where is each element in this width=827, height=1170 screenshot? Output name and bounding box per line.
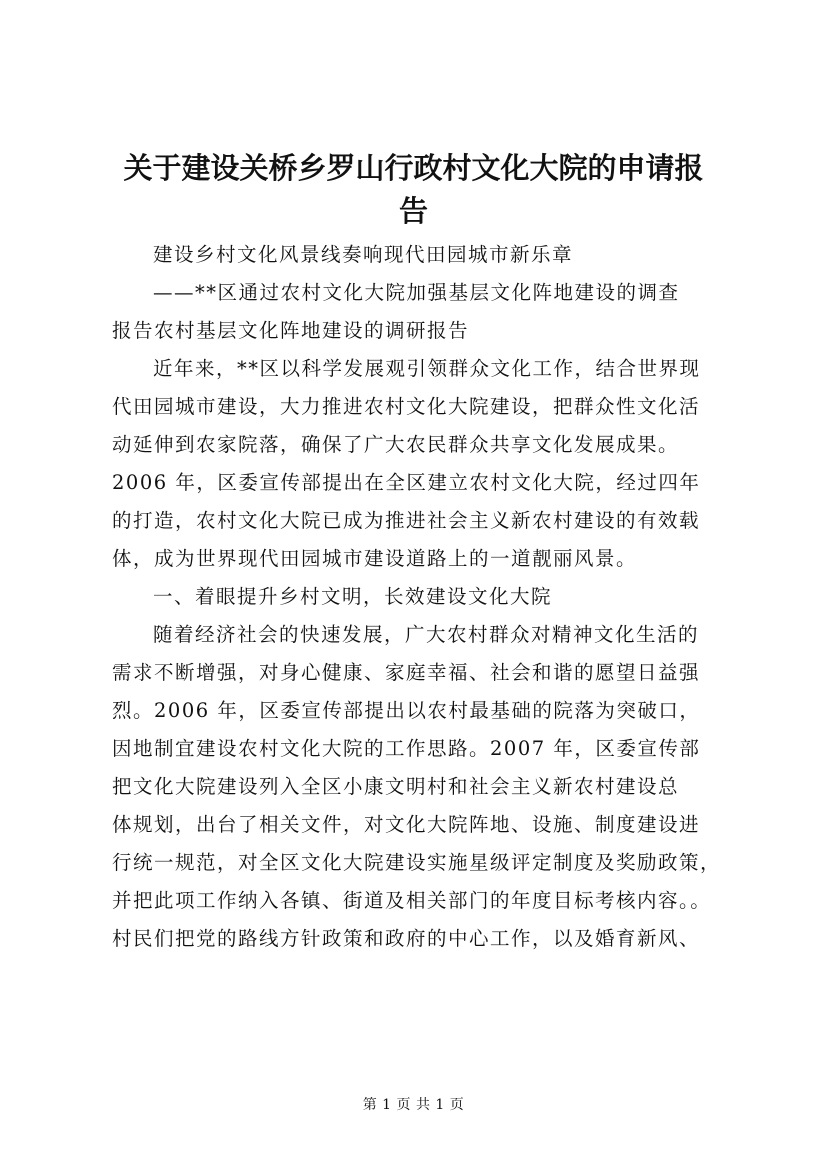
paragraph-line: 体，成为世界现代田园城市建设道路上的一道靓丽风景。 [112, 547, 638, 570]
paragraph-line: 的打造，农村文化大院已成为推进社会主义新农村建设的有效载 [112, 509, 701, 532]
document-body [112, 236, 727, 958]
paragraph-line: 2006 年，区委宣传部提出在全区建立农村文化大院，经过四年 [112, 471, 701, 494]
paragraph-line: 体规划，出台了相关文件，对文化大院阵地、设施、制度建设进 [112, 813, 701, 836]
paragraph-line: 因地制宜建设农村文化大院的工作思路。2007 年，区委宣传部 [112, 737, 701, 760]
paragraph-line: 动延伸到农家院落，确保了广大农民群众共享文化发展成果。 [112, 433, 680, 456]
paragraph-line: 并把此项工作纳入各镇、街道及相关部门的年度目标考核内容。。 [112, 889, 712, 912]
paragraph-line: 代田园城市建设，大力推进农村文化大院建设，把群众性文化活 [112, 395, 701, 418]
paragraph-line: 村民们把党的路线方针政策和政府的中心工作，以及婚育新风、 [112, 927, 701, 950]
section-heading: 一、着眼提升乡村文明，长效建设文化大院 [153, 585, 553, 608]
subtitle-line: ——**区通过农村文化大院加强基层文化阵地建设的调查 [153, 281, 680, 304]
subtitle-line: 报告农村基层文化阵地建设的调研报告 [112, 319, 470, 342]
paragraph-line: 需求不断增强，对身心健康、家庭幸福、社会和谐的愿望日益强 [112, 661, 701, 684]
document-title-line-1: 关于建设关桥乡罗山行政村文化大院的申请报 [123, 151, 704, 185]
paragraph-line: 行统一规范，对全区文化大院建设实施星级评定制度及奖励政策， [112, 851, 722, 874]
paragraph-line: 把文化大院建设列入全区小康文明村和社会主义新农村建设总 [112, 775, 680, 798]
subtitle-line: 建设乡村文化风景线奏响现代田园城市新乐章 [153, 243, 574, 266]
document-title-line-2: 告 [398, 194, 428, 228]
page-number-footer: 第 1 页 共 1 页 [362, 1097, 465, 1113]
paragraph-line: 随着经济社会的快速发展，广大农村群众对精神文化生活的 [153, 623, 700, 646]
paragraph-line: 烈。2006 年，区委宣传部提出以农村最基础的院落为突破口， [112, 699, 701, 722]
paragraph-line: 近年来，**区以科学发展观引领群众文化工作，结合世界现 [153, 357, 701, 380]
